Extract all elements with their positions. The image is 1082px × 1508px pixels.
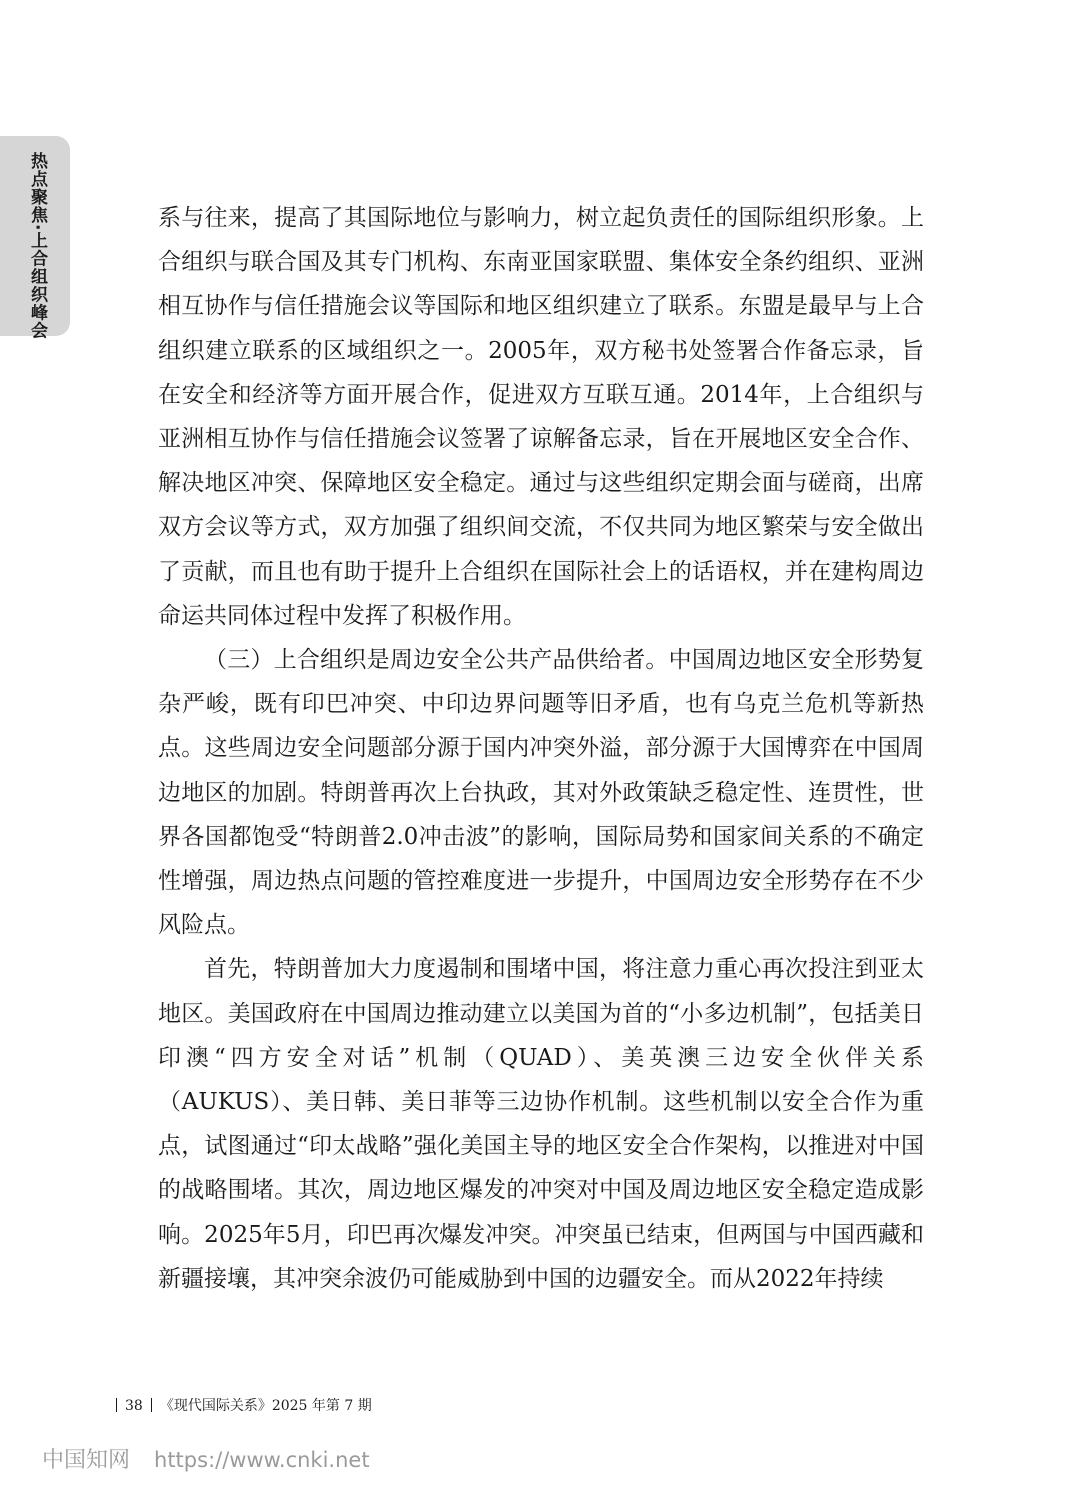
cnki-watermark — [42, 1443, 370, 1474]
paragraph-section-three: （三）上合组织是周边安全公共产品供给者。中国周边地区安全形势复杂严峻，既有印巴冲突、中印边界问题等旧矛盾，也有乌克兰危机等新热点。这些周边安全问题部分源于国内冲突外溢，部分源于大国博弈在中国周边地区的加剧。特朗普再次上台执政，其对外政策缺乏稳定性、连贯性，世界各国都饱受“特朗普2.0冲击波”的影响，国际局势和国家间关系的不确定性增强，周边热点问题的管控难度进一步提升，中国周边安全形势存在不少风险点。 — [158, 647, 924, 939]
page-number: 38 — [125, 1398, 143, 1414]
page-footer — [108, 1395, 372, 1415]
article-body — [158, 196, 924, 1301]
paragraph-continued: 系与往来，提高了其国际地位与影响力，树立起负责任的国际组织形象。上合组织与联合国及其专门机构、东南亚国家联盟、集体安全条约组织、亚洲相互协作与信任措施会议等国际和地区组织建立了联系。东盟是最早与上合组织建立联系的区域组织之一。2005年，双方秘书处签署合作备忘录，旨在安全和经济等方面开展合作，促进双方互联互通。2014年，上合组织与亚洲相互协作与信任措施会议签署了谅解备忘录，旨在开展地区安全合作、解决地区冲突、保障地区安全稳定。通过与这些组织定期会面与磋商，出席双方会议等方式，双方加强了组织间交流，不仅共同为地区繁荣与安全做出了贡献，而且也有助于提升上合组织在国际社会上的话语权，并在建构周边命运共同体过程中发挥了积极作用。 — [158, 205, 924, 629]
footer-divider — [116, 1398, 117, 1412]
watermark-brand: 中国知网 — [42, 1448, 131, 1473]
watermark-url: https://www.cnki.net — [154, 1448, 370, 1472]
journal-issue: 《现代国际关系》2025 年第 7 期 — [159, 1398, 372, 1414]
footer-divider — [151, 1398, 152, 1412]
paragraph-first-point: 首先，特朗普加大力度遏制和围堵中国，将注意力重心再次投注到亚太地区。美国政府在中国周边推动建立以美国为首的“小多边机制”，包括美日印澳“四方安全对话”机制（QUAD）、美英澳三边安全伙伴关系（AUKUS）、美日韩、美日菲等三边协作机制。这些机制以安全合作为重点，试图通过“印太战略”强化美国主导的地区安全合作架构，以推进对中国的战略围堵。其次，周边地区爆发的冲突对中国及周边地区安全稳定造成影响。2025年5月，印巴再次爆发冲突。冲突虽已结束，但两国与中国西藏和新疆接壤，其冲突余波仍可能威胁到中国的边疆安全。而从2022年持续 — [158, 956, 924, 1292]
section-side-label: 热点聚焦·上合组织峰会 — [27, 152, 47, 340]
